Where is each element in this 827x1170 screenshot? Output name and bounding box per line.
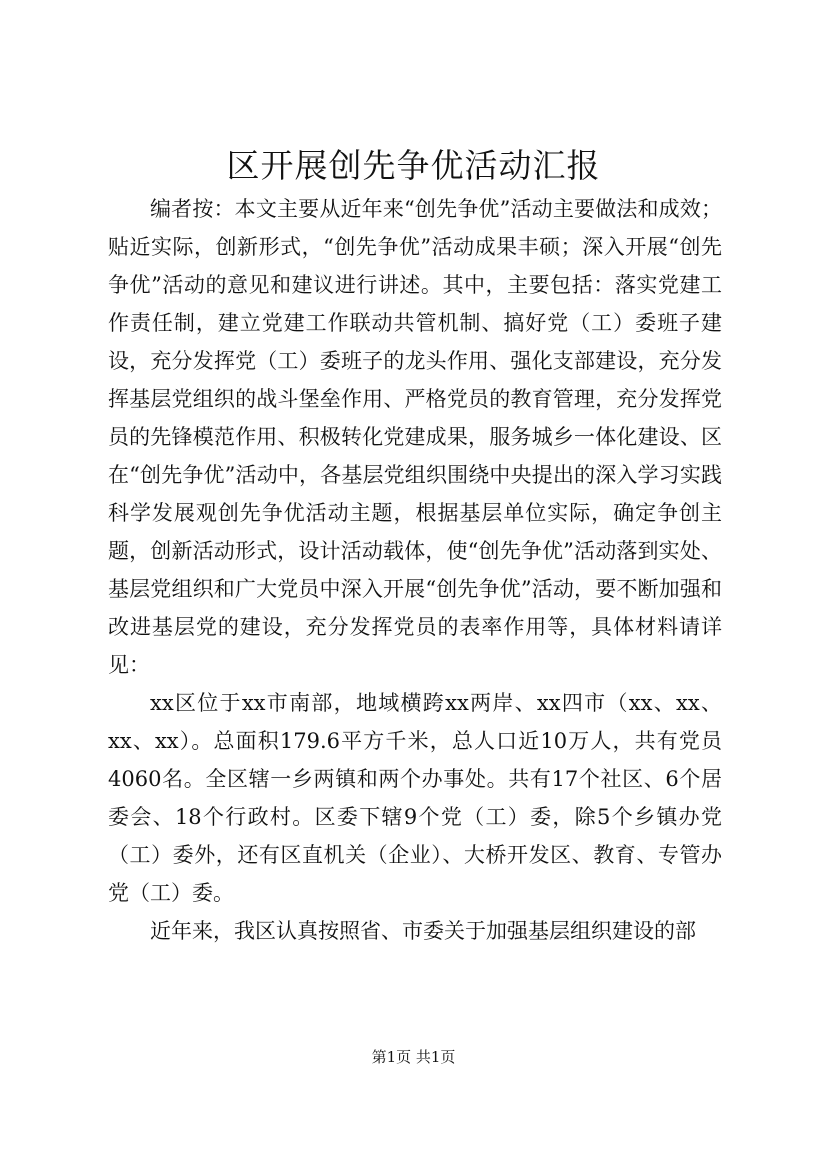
paragraph-editor-note: 编者按：本文主要从近年来“创先争优”活动主要做法和成效；贴近实际，创新形式，“创先争优”活动成果丰硕；深入开展“创先争优”活动的意见和建议进行讲述。其中，主要包括：落实党建工作责任制，建立党建工作联动共管机制、搞好党（工）委班子建设，充分发挥党（工）委班子的龙头作用、强化支部建设，充分发挥基层党组织的战斗堡垒作用、严格党员的教育管理，充分发挥党员的先锋模范作用、积极转化党建成果，服务城乡一体化建设、区在“创先争优”活动中，各基层党组织围绕中央提出的深入学习实践科学发展观创先争优活动主题，根据基层单位实际，确定争创主题，创新活动形式，设计活动载体，使“创先争优”活动落到实处、基层党组织和广大党员中深入开展“创先争优”活动，要不断加强和改进基层党的建设，充分发挥党员的表率作用等，具体材料请详见： <box>108 197 722 677</box>
document-title: 区开展创先争优活动汇报 <box>226 146 601 185</box>
paragraph-recent-years: 近年来，我区认真按照省、市委关于加强基层组织建设的部 <box>150 919 696 943</box>
page-footer: 第1页 共1页 <box>371 1048 456 1066</box>
document-body <box>108 190 722 950</box>
paragraph-district-overview: xx区位于xx市南部，地域横跨xx两岸、xx四市（xx、xx、xx、xx）。总面积179.6平方千米，总人口近10万人，共有党员4060名。全区辖一乡两镇和两个办事处。共有17个社区、6个居委会、18个行政村。区委下辖9个党（工）委，除5个乡镇办党（工）委外，还有区直机关（企业）、大桥开发区、教育、专管办党（工）委。 <box>108 691 722 905</box>
